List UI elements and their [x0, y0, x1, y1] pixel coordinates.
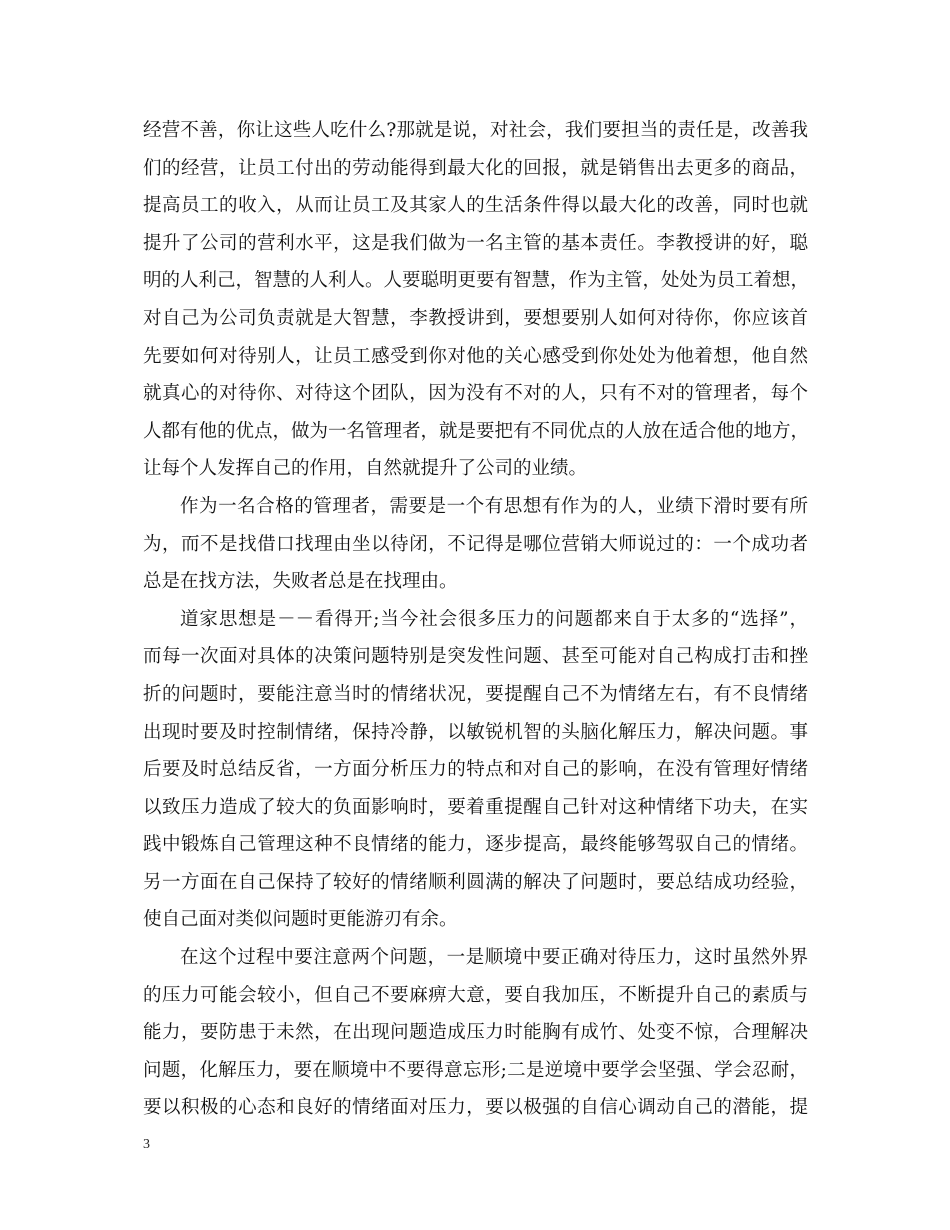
text-line: 能力，要防患于未然，在出现问题造成压力时能胸有成竹、处变不惊，合理解决: [143, 1022, 808, 1044]
text-line: 在这个过程中要注意两个问题，一是顺境中要正确对待压力，这时虽然外界: [180, 947, 808, 969]
text-line: 问题，化解压力，要在顺境中不要得意忘形;二是逆境中要学会坚强、学会忍耐，: [143, 1059, 808, 1081]
text-line: 的压力可能会较小，但自己不要麻痹大意，要自我加压，不断提升自己的素质与: [143, 984, 808, 1006]
text-line: 要以积极的心态和良好的情绪面对压力，要以极强的自信心调动自己的潜能，提: [143, 1097, 808, 1119]
text-line: 经营不善，你让这些人吃什么?那就是说，对社会，我们要担当的责任是，改善我: [143, 120, 808, 141]
text-line: 们的经营，让员工付出的劳动能得到最大化的回报，就是销售出去更多的商品，: [143, 157, 808, 179]
text-line: 让每个人发挥自己的作用，自然就提升了公司的业绩。: [143, 458, 588, 480]
page-number: 3: [143, 1137, 150, 1152]
text-line: 以致压力造成了较大的负面影响时，要着重提醒自己针对这种情绪下功夫，在实: [143, 796, 808, 818]
text-line: 践中锻炼自己管理这种不良情绪的能力，逐步提高，最终能够驾驭自己的情绪。: [143, 834, 808, 856]
text-line: 明的人利己，智慧的人利人。人要聪明更要有智慧，作为主管，处处为员工着想，: [143, 270, 810, 292]
text-line: 先要如何对待别人，让员工感受到你对他的关心感受到你处处为他着想，他自然: [143, 345, 808, 367]
text-line: 后要及时总结反省，一方面分析压力的特点和对自己的影响，在没有管理好情绪: [143, 759, 808, 781]
text-line: 作为一名合格的管理者，需要是一个有思想有作为的人，业绩下滑时要有所: [180, 495, 808, 517]
text-line: 就真心的对待你、对待这个团队，因为没有不对的人，只有不对的管理者，每个: [143, 383, 808, 405]
text-line: 出现时要及时控制情绪，保持冷静，以敏锐机智的头脑化解压力，解决问题。事: [143, 721, 808, 743]
text-line: 而每一次面对具体的决策问题特别是突发性问题、甚至可能对自己构成打击和挫: [143, 646, 808, 668]
text-line: 对自己为公司负责就是大智慧，李教授讲到，要想要别人如何对待你，你应该首: [143, 307, 808, 329]
text-line: 提升了公司的营利水平，这是我们做为一名主管的基本责任。李教授讲的好，聪: [143, 232, 808, 254]
text-line: 使自己面对类似问题时更能游刃有余。: [143, 909, 458, 931]
text-line: 总是在找方法，失败者总是在找理由。: [143, 571, 458, 593]
body-text: [143, 112, 808, 1127]
text-line: 道家思想是－－看得开;当今社会很多压力的问题都来自于太多的“选择”，: [180, 608, 808, 630]
text-line: 人都有他的优点，做为一名管理者，就是要把有不同优点的人放在适合他的地方，: [143, 420, 810, 442]
text-line: 另一方面在自己保持了较好的情绪顺利圆满的解决了问题时，要总结成功经验，: [143, 871, 808, 893]
text-line: 为，而不是找借口找理由坐以待闭，不记得是哪位营销大师说过的：一个成功者: [143, 533, 808, 555]
text-line: 折的问题时，要能注意当时的情绪状况，要提醒自己不为情绪左右，有不良情绪: [143, 683, 808, 705]
text-line: 提高员工的收入，从而让员工及其家人的生活条件得以最大化的改善，同时也就: [143, 195, 808, 217]
